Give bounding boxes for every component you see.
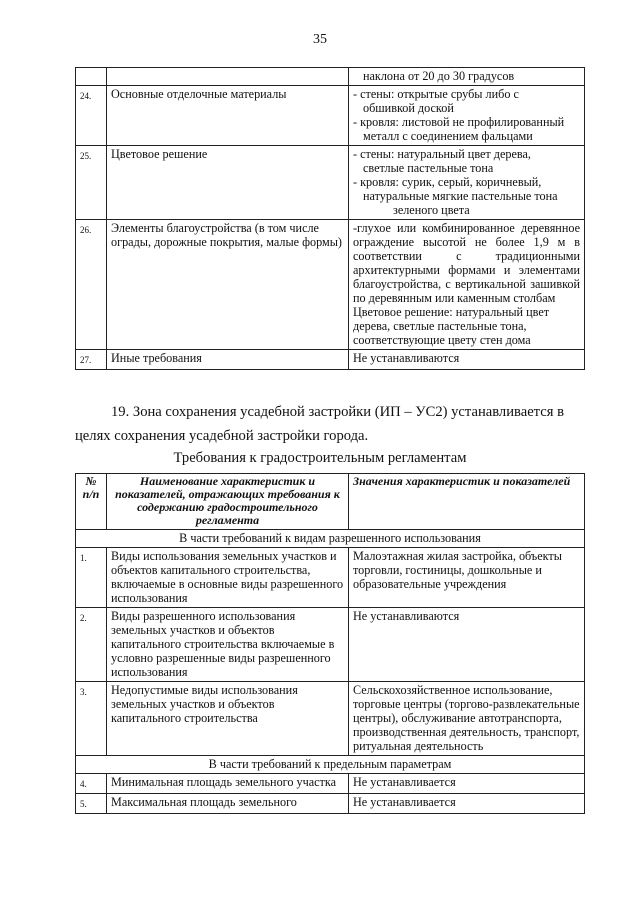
value-line: - стены: открытые срубы либо с [353,87,519,101]
value-extra: Цветовое решение: натуральный цвет дерева, светлые пастельные тона, соответствующие цвету стен дома [353,305,550,347]
value-line: - кровля: сурик, серый, коричневый, [353,175,542,189]
row-name: Минимальная площадь земельного участка [107,774,349,794]
row-value [349,350,585,370]
value-text: -глухое или комбинированное деревянное ограждение высотой не более 1,9 м в соответствии с традиционными архитектурными формами и элементами благоустройства, с вертикальной зашивкой по деревянным или каменным столбам [353,221,580,305]
table-row [76,68,585,86]
value-line: металл с соединением фальцами [363,129,533,143]
row-name: Максимальная площадь земельного [107,794,349,814]
row-number [76,68,107,86]
row-name: Элементы благоустройства (в том числе ограды, дорожные покрытия, малые формы) [107,220,349,350]
row-name: Недопустимые виды использования земельных участков и объектов капитального строительства [107,682,349,756]
row-value: Сельскохозяйственное использование, торговые центры (торгово-развлекательные центры), обслуживание автотранспорта, производственная деятельность, транспорт, ритуальная деятельность [349,682,585,756]
row-number: 2. [76,608,107,682]
row-value [349,220,585,350]
table-row [76,86,585,146]
row-value: Не устанавливается [349,774,585,794]
row-number: 3. [76,682,107,756]
row-name: Цветовое решение [107,146,349,220]
header-name: Наименование характеристик и показателей, отражающих требования к содержанию градостроительного регламента [107,474,349,530]
row-value: Малоэтажная жилая застройка, объекты торговли, гостиницы, дошкольные и образовательные учреждения [349,548,585,608]
value-line: - стены: натуральный цвет дерева, [353,147,531,161]
table-building-requirements [75,67,585,370]
value-line: Не устанавливаются [353,351,460,365]
row-value: Не устанавливаются [349,608,585,682]
table-row [76,220,585,350]
value-line: наклона от 20 до 30 градусов [363,69,515,83]
row-name: Виды разрешенного использования земельных участков и объектов капитального строительства включаемые в условно разрешенные виды разрешенного использования [107,608,349,682]
value-line: натуральные мягкие пастельные тона [363,189,558,203]
row-value: Не устанавливается [349,794,585,814]
section-heading: В части требований к предельным параметрам [76,756,585,774]
header-num: № п/п [76,474,107,530]
row-value [349,86,585,146]
table-row [76,794,585,814]
header-value: Значения характеристик и показателей [349,474,585,530]
row-name [107,68,349,86]
table-row [76,548,585,608]
value-line: светлые пастельные тона [363,161,494,175]
row-value [349,146,585,220]
row-name: Основные отделочные материалы [107,86,349,146]
row-number: 5. [76,794,107,814]
table-regulations [75,473,585,814]
table-header-row [76,474,585,530]
row-number: 24. [76,86,107,146]
section-row [76,756,585,774]
page-number: 35 [313,32,327,47]
section-heading: В части требований к видам разрешенного использования [76,530,585,548]
table-row [76,350,585,370]
row-name: Виды использования земельных участков и объектов капитального строительства, включаемые в основные виды разрешенного использования [107,548,349,608]
section-row [76,530,585,548]
table-row [76,682,585,756]
row-number: 26. [76,220,107,350]
row-number: 27. [76,350,107,370]
row-number: 4. [76,774,107,794]
table-row [76,774,585,794]
value-line: обшивкой доской [363,101,454,115]
value-line: - кровля: листовой не профилированный [353,115,565,129]
table-row [76,146,585,220]
row-number: 25. [76,146,107,220]
paragraph-19: 19. Зона сохранения усадебной застройки (ИП – УС2) устанавливается в целях сохранения усадебной застройки города. [75,404,564,444]
table-row [76,608,585,682]
row-value [349,68,585,86]
row-name: Иные требования [107,350,349,370]
value-line: зеленого цвета [393,203,470,217]
row-number: 1. [76,548,107,608]
table-title: Требования к градостроительным регламентам [173,450,467,466]
